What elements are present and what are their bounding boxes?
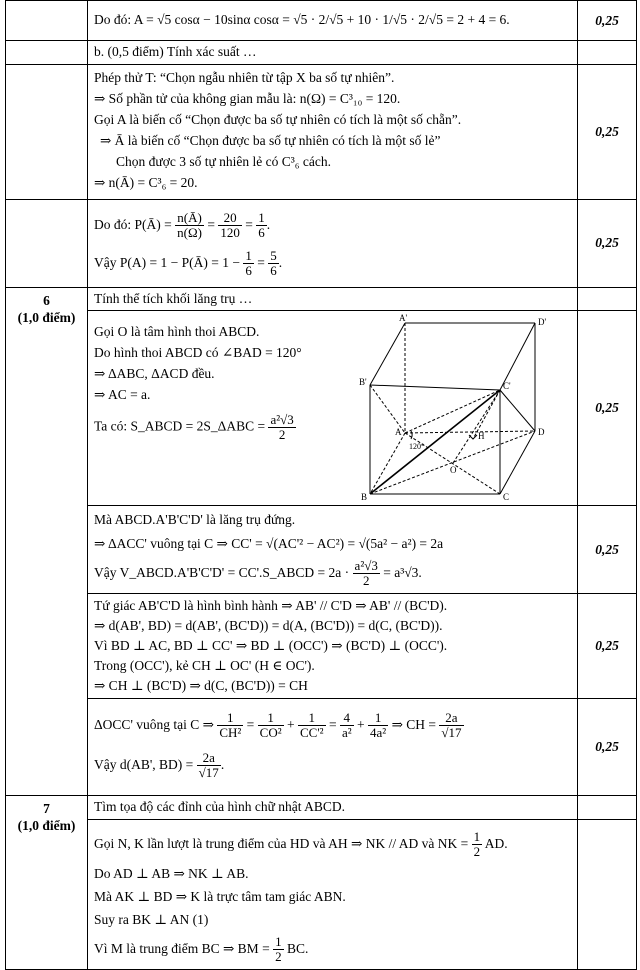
question-number-cell [6,796,88,970]
answer-table [5,0,637,970]
score-cell [578,819,637,969]
fraction: $\frac{2a}{√17}$ [198,750,219,781]
solution-line: Trong (OCC'), kẻ CH ⊥ OC' (H ∈ OC'). [94,658,315,673]
fraction: $\frac{1}{2}$ [473,828,481,859]
edge [500,390,535,431]
fraction: $\frac{2a}{√17}$ [441,710,462,741]
content-cell [88,819,578,969]
label-O: O [450,465,457,475]
question-cell [6,1,88,41]
edge [500,431,535,494]
question-cell [6,64,88,199]
task-heading: Tìm tọa độ các đỉnh của hình chữ nhật ABCD. [94,799,346,814]
label-D1: D' [538,317,547,327]
label-D: D [538,427,545,437]
solution-line: Mà AK ⊥ BD ⇒ K là trực tâm tam giác ABN. [94,888,346,904]
solution-line: Mà ABCD.A'B'C'D' là lăng trụ đứng. [94,512,296,527]
question-number: 7 [43,801,50,816]
content-cell [88,1,578,41]
label-A: A [395,427,402,437]
label-H: H [478,431,485,441]
label-B1: B' [359,377,367,387]
fraction: $\frac{1}{\text{4a²}}$ [370,710,387,741]
table-row [6,64,637,199]
fraction: $\frac{4}{\text{a²}}$ [341,710,352,741]
question-number-cell [6,287,88,796]
content-cell [88,41,578,65]
fraction: $\frac{5}{6}$ [270,247,277,278]
solution-line: Gọi O là tâm hình thoi ABCD. [94,324,260,339]
solution-line: ⇒ Số phần tử của không gian mẫu là: n(Ω) = C³₁₀ = 120. [94,90,401,106]
question-cell [6,41,88,65]
hidden-edge [370,433,405,494]
solution-line: Ta có: S_ABCD = 2S_ΔABC = $\frac{\text{a²√3}}{2}$ [94,412,294,442]
task-heading: Tính thể tích khối lăng trụ … [94,290,253,306]
table-row [6,311,637,506]
solution-line: Tứ giác AB'C'D là hình bình hành ⇒ AB' // C'D ⇒ AB' // (BC'D). [94,598,448,613]
score-cell: 0,25 [578,1,637,41]
solution-line: Gọi A là biến cố “Chọn được ba số tự nhiên có tích là một số chẵn”. [94,111,462,127]
fraction: $\frac{1}{6}$ [258,209,265,240]
solution-line: ⇒ AC = a. [94,387,151,402]
table-row [6,594,637,699]
solution-line: Vì BD ⊥ AC, BD ⊥ CC' ⇒ BD ⊥ (OCC') ⇒ (BC'D) ⊥ (OCC'). [94,638,448,653]
content-cell [88,594,578,699]
solution-line: Vậy V_ABCD.A'B'C'D' = CC'.S_ABCD = 2a · $\frac{\text{a²√3}}{2}$ = a³√3. [94,558,422,589]
table-row [6,1,637,41]
table-row [6,796,637,820]
fraction: $\frac{1}{\text{CH²}}$ [219,710,242,741]
solution-line: Vậy d(AB', BD) = $\frac{2a}{√17}$ . [94,750,225,781]
edge [500,323,535,390]
angle-label: 120° [409,442,425,451]
hidden-edge [453,390,500,463]
solution-line: Suy ra BK ⊥ AN (1) [94,911,209,927]
fraction: $\frac{1}{\text{CO²}}$ [259,710,282,741]
solution-line: ⇒ ΔABC, ΔACD đều. [94,366,215,381]
score-cell: 0,25 [578,199,637,287]
solution-line: ⇒ Ā là biến cố “Chọn được ba số tự nhiên có tích là một số lẻ” [100,132,441,148]
table-row [6,699,637,796]
solution-line: ⇒ CH ⊥ (BC'D) ⇒ d(C, (BC'D)) = CH [94,678,308,693]
score-cell [578,287,637,311]
solution-line: ΔOCC' vuông tại C ⇒ $\frac{1}{\text{CH²}}$ = $\frac{1}{\text{CO²}}$ + $\frac{1}{\text{CC'²}}$ = $\frac{4}{\text{a²}}$ + $\frac{1}{\text{4a²}}$ ⇒ CH = $\frac{2a}{√17}$ [94,710,462,741]
question-cell [6,199,88,287]
fraction: $\frac{\text{a²√3}}{2}$ [354,558,378,589]
solution-line: Do đó: P(Ā) = $\frac{n(Ā)}{n(\Omega)}$ = $\frac{20}{120}$ = $\frac{1}{6}$ . [94,209,271,240]
solution-line: ⇒ d(AB', BD) = d(AB', (BC'D)) = d(A, (BC'D)) = d(C, (BC'D)). [94,618,443,633]
score-cell [578,41,637,65]
score-cell: 0,25 [578,506,637,594]
diagonal-BC1 [370,390,500,494]
solution-line: Do hình thoi ABCD có ∠BAD = 120° [94,345,302,360]
fraction: $\frac{\text{a²√3}}{2}$ [270,412,294,442]
score-cell: 0,25 [578,594,637,699]
table-row [6,287,637,311]
label-C1: C' [503,381,511,391]
hidden-edge [370,385,405,433]
angle-arc [411,431,412,439]
table-row [6,199,637,287]
content-cell [88,311,578,506]
fraction: $\frac{1}{\text{CC'²}}$ [300,710,324,741]
solution-line: Chọn được 3 số tự nhiên lẻ có C³₆ cách. [116,153,331,169]
score-cell: 0,25 [578,64,637,199]
label-A1: A' [399,313,408,323]
solution-line: Do đó: A = √5 cosα − 10sinα cosα = √5 · 2/√5 + 10 · 1/√5 · 2/√5 = 2 + 4 = 6. [94,12,510,27]
question-points: (1,0 điểm) [17,818,76,833]
question-number: 6 [43,292,50,308]
table-row [6,506,637,594]
table-row [6,41,637,65]
label-C: C [503,492,510,502]
solution-line: Do AD ⊥ AB ⇒ NK ⊥ AB. [94,865,249,881]
solution-line: ⇒ ΔACC' vuông tại C ⇒ CC' = √(AC'² − AC²) = √(5a² − a²) = 2a [94,536,444,551]
solution-line: ⇒ n(Ā) = C³₆ = 20. [94,174,198,190]
solution-line: Vậy P(A) = 1 − P(Ā) = 1 − $\frac{1}{6}$ = $\frac{5}{6}$ . [94,247,283,278]
hidden-edge [370,431,535,494]
content-cell [88,199,578,287]
score-cell: 0,25 [578,311,637,506]
question-points: (1,0 điểm) [17,309,76,325]
content-cell [88,287,578,311]
score-cell: 0,25 [578,699,637,796]
fraction: $\frac{n(Ā)}{n(\Omega)}$ [177,209,202,240]
solution-line: Gọi N, K lần lượt là trung điểm của HD và AH ⇒ NK // AD và NK = $\frac{1}{2}$ AD. [94,828,508,859]
fraction: $\frac{1}{6}$ [245,247,252,278]
edge [370,323,405,385]
part-heading: b. (0,5 điểm) Tính xác suất … [94,44,257,59]
content-cell [88,64,578,199]
content-cell [88,796,578,820]
label-B: B [361,492,368,502]
fraction: $\frac{20}{120}$ [220,209,240,240]
edge [370,385,500,390]
hidden-edge [405,431,535,433]
content-cell [88,506,578,594]
content-cell [88,699,578,796]
solution-line: Vì M là trung điểm BC ⇒ BM = $\frac{1}{2}$ BC. [94,933,309,964]
prism-diagram [359,311,585,502]
table-row [6,819,637,969]
prism-figure [359,311,585,505]
score-cell [578,796,637,820]
fraction: $\frac{1}{2}$ [275,933,282,964]
solution-line: Phép thử T: “Chọn ngẫu nhiên từ tập X ba số tự nhiên”. [94,69,395,85]
